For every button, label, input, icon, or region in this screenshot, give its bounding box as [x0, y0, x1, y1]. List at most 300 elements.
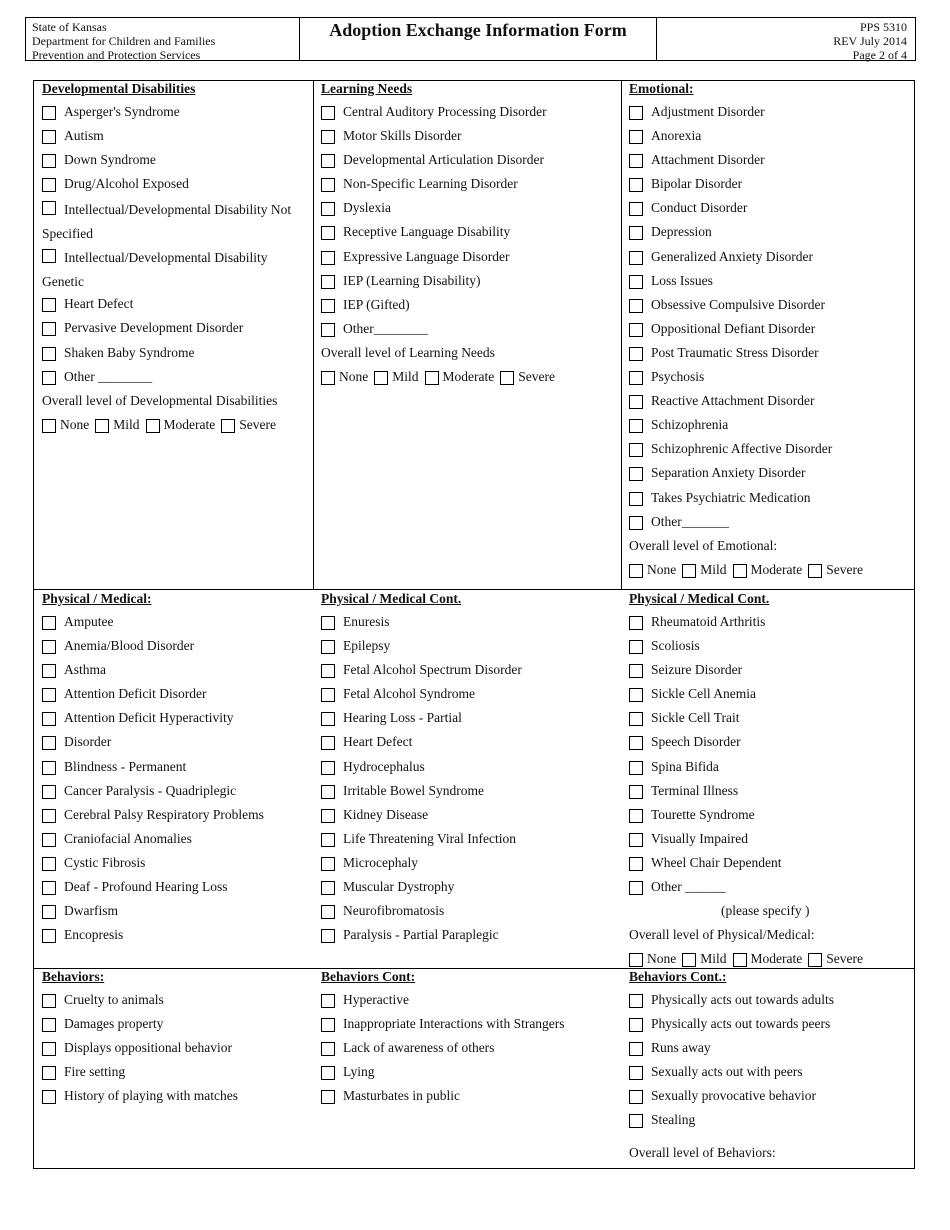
level-label: Moderate	[163, 416, 216, 432]
checkbox-item[interactable]	[629, 829, 909, 853]
checkbox-item[interactable]	[42, 925, 312, 949]
checkbox-item[interactable]	[42, 853, 312, 877]
level-checkbox-moderate[interactable]	[425, 371, 439, 385]
checkbox-item[interactable]	[321, 247, 611, 271]
checkbox-label: Irritable Bowel Syndrome	[343, 782, 484, 798]
checkbox[interactable]	[629, 395, 643, 409]
checkbox-item[interactable]	[42, 126, 307, 150]
checkbox-item[interactable]	[42, 174, 307, 198]
checkbox-item[interactable]	[321, 660, 611, 684]
checkbox[interactable]	[42, 1066, 56, 1080]
checkbox-item[interactable]	[321, 612, 611, 636]
checkbox-item[interactable]	[629, 247, 909, 271]
checkbox[interactable]	[321, 664, 335, 678]
checkbox[interactable]	[42, 905, 56, 919]
developmental-section	[42, 80, 307, 439]
checkbox[interactable]	[321, 809, 335, 823]
checkbox-label: Conduct Disorder	[651, 200, 748, 216]
checkbox-label: Attention Deficit Hyperactivity	[64, 710, 234, 726]
checkbox[interactable]	[629, 443, 643, 457]
checkbox-label: Bipolar Disorder	[651, 176, 743, 192]
checkbox[interactable]	[321, 226, 335, 240]
checkbox-label: Loss Issues	[651, 272, 713, 288]
checkbox[interactable]	[629, 130, 643, 144]
checkbox-item[interactable]	[321, 925, 611, 949]
checkbox-label: Other________	[343, 320, 428, 336]
checkbox-label: Shaken Baby Syndrome	[64, 344, 195, 360]
checkbox-label: Takes Psychiatric Medication	[651, 489, 811, 505]
checkbox[interactable]	[321, 275, 335, 289]
checkbox-item[interactable]	[42, 636, 312, 660]
checkbox[interactable]	[629, 275, 643, 289]
checkbox[interactable]	[321, 154, 335, 168]
checkbox-item[interactable]	[629, 757, 909, 781]
checkbox-item[interactable]	[42, 684, 312, 708]
checkbox-item[interactable]	[629, 439, 909, 463]
checkbox-item[interactable]	[321, 805, 611, 829]
checkbox[interactable]	[629, 640, 643, 654]
checkbox[interactable]	[629, 467, 643, 481]
overall-level-label: Overall level of Behaviors:	[629, 1144, 776, 1160]
checkbox-item[interactable]	[629, 222, 909, 246]
checkbox-item[interactable]	[629, 1062, 909, 1086]
checkbox-item[interactable]	[629, 612, 909, 636]
checkbox-label: Tourette Syndrome	[651, 806, 755, 822]
level-label: None	[647, 951, 677, 967]
checkbox-item[interactable]	[42, 781, 312, 805]
checkbox[interactable]	[629, 106, 643, 120]
level-checkbox-severe[interactable]	[221, 419, 235, 433]
checkbox-item[interactable]	[42, 732, 312, 756]
checkbox-item[interactable]	[321, 174, 611, 198]
checkbox-item[interactable]	[629, 990, 909, 1014]
checkbox-item[interactable]	[42, 102, 307, 126]
checkbox-item[interactable]	[629, 271, 909, 295]
checkbox-item[interactable]	[629, 1086, 909, 1110]
checkbox-item[interactable]	[321, 150, 611, 174]
checkbox-label: Receptive Language Disability	[343, 224, 511, 240]
checkbox-item[interactable]	[629, 708, 909, 732]
checkbox-label: Dyslexia	[343, 200, 391, 216]
level-label: Moderate	[442, 368, 495, 384]
checkbox-item[interactable]	[629, 150, 909, 174]
checkbox-item[interactable]	[321, 757, 611, 781]
checkbox-item[interactable]	[42, 1038, 312, 1062]
checkbox-item[interactable]	[42, 901, 312, 925]
checkbox-item[interactable]	[629, 684, 909, 708]
checkbox[interactable]	[629, 1042, 643, 1056]
checkbox[interactable]	[321, 1090, 335, 1104]
overall-level-label: Overall level of Physical/Medical:	[629, 927, 815, 943]
section-title: Developmental Disabilities	[42, 81, 196, 96]
checkbox[interactable]	[629, 881, 643, 895]
checkbox[interactable]	[42, 201, 56, 215]
checkbox-item[interactable]	[42, 198, 307, 246]
level-checkbox-none[interactable]	[321, 371, 335, 385]
level-label: Moderate	[750, 951, 803, 967]
checkbox-item[interactable]	[629, 367, 909, 391]
physical-cont-section	[321, 590, 611, 949]
checkbox[interactable]	[629, 857, 643, 871]
checkbox-label: IEP (Gifted)	[343, 296, 410, 312]
checkbox-label: Scoliosis	[651, 638, 700, 654]
checkbox-item[interactable]	[629, 805, 909, 829]
checkbox[interactable]	[321, 202, 335, 216]
checkbox[interactable]	[42, 857, 56, 871]
checkbox[interactable]	[42, 249, 56, 263]
checkbox-label: Heart Defect	[64, 296, 134, 312]
level-label: Severe	[239, 416, 276, 432]
checkbox[interactable]	[42, 664, 56, 678]
checkbox-item[interactable]	[321, 708, 611, 732]
checkbox-item[interactable]	[629, 174, 909, 198]
level-label: Mild	[700, 561, 727, 577]
checkbox[interactable]	[629, 154, 643, 168]
checkbox[interactable]	[629, 516, 643, 530]
checkbox-label: Attention Deficit Disorder	[64, 686, 207, 702]
divider	[313, 81, 314, 589]
checkbox[interactable]	[321, 712, 335, 726]
checkbox-label: Microcephaly	[343, 854, 418, 870]
checkbox[interactable]	[629, 736, 643, 750]
level-label: None	[339, 368, 369, 384]
checkbox-label: Sexually provocative behavior	[651, 1088, 816, 1104]
checkbox-label: Cystic Fibrosis	[64, 854, 146, 870]
level-checkbox-severe[interactable]	[808, 564, 822, 578]
checkbox[interactable]	[42, 322, 56, 336]
agency-line: Department for Children and Families	[32, 34, 216, 48]
checkbox-item[interactable]	[629, 415, 909, 439]
level-checkbox-none[interactable]	[629, 564, 643, 578]
checkbox-item[interactable]	[629, 295, 909, 319]
checkbox[interactable]	[321, 323, 335, 337]
checkbox-label: Attachment Disorder	[651, 152, 765, 168]
checkbox-item[interactable]	[321, 636, 611, 660]
checkbox-item[interactable]	[321, 102, 611, 126]
checkbox[interactable]	[42, 712, 56, 726]
checkbox[interactable]	[42, 994, 56, 1008]
checkbox[interactable]	[42, 736, 56, 750]
checkbox[interactable]	[321, 251, 335, 265]
checkbox-item[interactable]	[321, 198, 611, 222]
checkbox-label: Other ______	[651, 879, 726, 895]
checkbox-item[interactable]	[629, 343, 909, 367]
section-title: Emotional:	[629, 81, 694, 96]
checkbox[interactable]	[42, 640, 56, 654]
level-options	[629, 560, 909, 584]
checkbox-label: Wheel Chair Dependent	[651, 854, 782, 870]
checkbox[interactable]	[321, 299, 335, 313]
checkbox-label: Deaf - Profound Hearing Loss	[64, 879, 228, 895]
checkbox-label: Obsessive Compulsive Disorder	[651, 296, 825, 312]
level-checkbox-mild[interactable]	[95, 419, 109, 433]
checkbox[interactable]	[321, 736, 335, 750]
overall-level-label: Overall level of Emotional:	[629, 537, 778, 553]
checkbox[interactable]	[42, 347, 56, 361]
checkbox[interactable]	[629, 178, 643, 192]
checkbox-item[interactable]	[629, 1110, 909, 1134]
level-checkbox-none[interactable]	[42, 419, 56, 433]
level-checkbox-moderate[interactable]	[733, 953, 747, 967]
checkbox[interactable]	[321, 881, 335, 895]
checkbox-item[interactable]	[321, 853, 611, 877]
checkbox[interactable]	[629, 1114, 643, 1128]
level-label: None	[60, 416, 90, 432]
checkbox[interactable]	[321, 1018, 335, 1032]
checkbox-item[interactable]	[629, 512, 909, 536]
checkbox[interactable]	[629, 833, 643, 847]
checkbox[interactable]	[42, 688, 56, 702]
checkbox-item[interactable]	[42, 1062, 312, 1086]
checkbox-label: Neurofibromatosis	[343, 903, 445, 919]
checkbox-item[interactable]	[629, 1014, 909, 1038]
checkbox-item[interactable]	[321, 990, 611, 1014]
checkbox-item[interactable]	[629, 853, 909, 877]
checkbox-item[interactable]	[629, 319, 909, 343]
checkbox-item[interactable]	[42, 660, 312, 684]
checkbox-label: Terminal Illness	[651, 782, 739, 798]
checkbox-label: Non-Specific Learning Disorder	[343, 176, 518, 192]
checkbox[interactable]	[42, 929, 56, 943]
checkbox-item[interactable]	[321, 222, 611, 246]
checkbox-label: Encopresis	[64, 927, 124, 943]
level-checkbox-none[interactable]	[629, 953, 643, 967]
checkbox-label: Displays oppositional behavior	[64, 1040, 232, 1056]
checkbox-item[interactable]	[42, 1014, 312, 1038]
checkbox-label: Spina Bifida	[651, 758, 719, 774]
checkbox[interactable]	[42, 785, 56, 799]
level-label: None	[647, 561, 677, 577]
checkbox[interactable]	[629, 492, 643, 506]
checkbox-label: Paralysis - Partial Paraplegic	[343, 927, 499, 943]
level-checkbox-mild[interactable]	[682, 564, 696, 578]
checkbox-item[interactable]	[42, 318, 307, 342]
form-number: PPS 5310	[859, 20, 907, 34]
checkbox-item[interactable]	[629, 1038, 909, 1062]
checkbox-item[interactable]	[321, 829, 611, 853]
revision: REV July 2014	[833, 34, 907, 48]
level-options	[42, 415, 307, 439]
checkbox[interactable]	[42, 833, 56, 847]
checkbox-item[interactable]	[321, 126, 611, 150]
checkbox[interactable]	[629, 419, 643, 433]
checkbox[interactable]	[42, 130, 56, 144]
section-title: Behaviors Cont.:	[629, 969, 727, 984]
checkbox-label: Motor Skills Disorder	[343, 128, 462, 144]
checkbox-label: Heart Defect	[343, 734, 413, 750]
checkbox-label: Epilepsy	[343, 638, 391, 654]
checkbox-label: Enuresis	[343, 614, 390, 629]
checkbox-label: Physically acts out towards peers	[651, 1016, 831, 1032]
behaviors-cont2-section	[629, 968, 909, 1167]
checkbox[interactable]	[321, 785, 335, 799]
checkbox-item[interactable]	[321, 901, 611, 925]
checkbox[interactable]	[42, 178, 56, 192]
checkbox[interactable]	[321, 857, 335, 871]
checkbox-label: Schizophrenia	[651, 417, 729, 433]
physical-section	[42, 590, 312, 949]
checkbox-item[interactable]	[42, 246, 307, 294]
checkbox[interactable]	[629, 347, 643, 361]
checkbox[interactable]	[629, 1090, 643, 1104]
checkbox-item[interactable]	[42, 829, 312, 853]
checkbox-label: Disorder	[64, 734, 112, 750]
overall-level-label: Overall level of Learning Needs	[321, 344, 495, 360]
checkbox-item[interactable]	[629, 732, 909, 756]
checkbox[interactable]	[629, 785, 643, 799]
checkbox-item[interactable]	[321, 295, 611, 319]
checkbox[interactable]	[629, 1066, 643, 1080]
checkbox[interactable]	[42, 616, 56, 630]
checkbox-item[interactable]	[42, 805, 312, 829]
checkbox-item[interactable]	[42, 612, 312, 636]
checkbox[interactable]	[321, 905, 335, 919]
checkbox-item[interactable]	[321, 319, 611, 343]
level-checkbox-moderate[interactable]	[146, 419, 160, 433]
checkbox-label: Masturbates in public	[343, 1088, 460, 1104]
checkbox-item[interactable]	[42, 367, 307, 391]
checkbox[interactable]	[629, 323, 643, 337]
checkbox[interactable]	[629, 712, 643, 726]
overall-level-label: Overall level of Developmental Disabilities	[42, 392, 278, 408]
checkbox-label: Kidney Disease	[343, 806, 429, 822]
checkbox-label: Seizure Disorder	[651, 662, 743, 678]
checkbox-label: Pervasive Development Disorder	[64, 320, 244, 336]
section-title: Behaviors Cont:	[321, 969, 416, 984]
level-checkbox-mild[interactable]	[374, 371, 388, 385]
checkbox-item[interactable]	[42, 708, 312, 732]
checkbox-label: Hyperactive	[343, 992, 409, 1007]
checkbox[interactable]	[321, 640, 335, 654]
checkbox-item[interactable]	[629, 781, 909, 805]
checkbox[interactable]	[629, 299, 643, 313]
checkbox-label: IEP (Learning Disability)	[343, 272, 481, 288]
checkbox[interactable]	[629, 616, 643, 630]
section-title: Behaviors:	[42, 969, 105, 984]
checkbox-label: Visually Impaired	[651, 830, 749, 846]
checkbox[interactable]	[42, 106, 56, 120]
checkbox-item[interactable]	[321, 877, 611, 901]
checkbox[interactable]	[42, 1042, 56, 1056]
checkbox[interactable]	[321, 106, 335, 120]
checkbox-item[interactable]	[42, 877, 312, 901]
checkbox[interactable]	[629, 251, 643, 265]
level-checkbox-mild[interactable]	[682, 953, 696, 967]
checkbox[interactable]	[629, 1018, 643, 1032]
checkbox[interactable]	[629, 664, 643, 678]
checkbox-label: Separation Anxiety Disorder	[651, 465, 806, 481]
checkbox[interactable]	[321, 616, 335, 630]
checkbox-item[interactable]	[321, 1062, 611, 1086]
level-checkbox-severe[interactable]	[500, 371, 514, 385]
section-title: Physical / Medical Cont.	[629, 591, 770, 606]
checkbox-item[interactable]	[629, 488, 909, 512]
checkbox-item[interactable]	[42, 150, 307, 174]
level-label: Moderate	[750, 561, 803, 577]
behaviors-cont-section	[321, 968, 611, 1110]
checkbox[interactable]	[42, 1090, 56, 1104]
divider	[621, 81, 622, 589]
checkbox-item[interactable]	[629, 102, 909, 126]
checkbox-label: Other_______	[651, 513, 729, 529]
level-label: Severe	[826, 951, 863, 967]
checkbox-label: Other ________	[64, 368, 153, 384]
checkbox-item[interactable]	[629, 660, 909, 684]
checkbox[interactable]	[629, 761, 643, 775]
checkbox[interactable]	[321, 994, 335, 1008]
checkbox[interactable]	[321, 178, 335, 192]
checkbox-label: Autism	[64, 128, 104, 144]
level-checkbox-severe[interactable]	[808, 953, 822, 967]
checkbox-item[interactable]	[321, 1014, 611, 1038]
checkbox[interactable]	[321, 1066, 335, 1080]
checkbox[interactable]	[42, 1018, 56, 1032]
checkbox[interactable]	[629, 809, 643, 823]
level-label: Mild	[113, 416, 140, 432]
checkbox-label: Adjustment Disorder	[651, 104, 765, 119]
checkbox-label: Fire setting	[64, 1064, 126, 1080]
checkbox-label: Sickle Cell Trait	[651, 710, 740, 726]
checkbox[interactable]	[321, 833, 335, 847]
checkbox-item[interactable]	[321, 684, 611, 708]
checkbox[interactable]	[321, 1042, 335, 1056]
checkbox[interactable]	[42, 371, 56, 385]
checkbox-item[interactable]	[629, 126, 909, 150]
checkbox-item[interactable]	[42, 294, 307, 318]
checkbox-item[interactable]	[629, 636, 909, 660]
checkbox-label: Reactive Attachment Disorder	[651, 393, 815, 409]
page-number: Page 2 of 4	[852, 48, 907, 62]
checkbox-item[interactable]	[629, 391, 909, 415]
checkbox[interactable]	[42, 761, 56, 775]
checkbox[interactable]	[42, 154, 56, 168]
checkbox-item[interactable]	[629, 877, 909, 901]
checkbox-label: Oppositional Defiant Disorder	[651, 320, 816, 336]
checkbox-label: Drug/Alcohol Exposed	[64, 176, 189, 192]
checkbox[interactable]	[42, 881, 56, 895]
checkbox[interactable]	[629, 202, 643, 216]
checkbox[interactable]	[629, 994, 643, 1008]
form-id-info	[657, 18, 915, 60]
checkbox[interactable]	[629, 371, 643, 385]
checkbox[interactable]	[629, 688, 643, 702]
checkbox-item[interactable]	[321, 781, 611, 805]
checkbox[interactable]	[321, 130, 335, 144]
checkbox[interactable]	[321, 761, 335, 775]
checkbox-label: Down Syndrome	[64, 152, 156, 168]
checkbox-item[interactable]	[629, 463, 909, 487]
checkbox[interactable]	[42, 298, 56, 312]
checkbox-label: Lack of awareness of others	[343, 1040, 495, 1056]
checkbox[interactable]	[321, 929, 335, 943]
checkbox-item[interactable]	[42, 343, 307, 367]
checkbox[interactable]	[321, 688, 335, 702]
checkbox-item[interactable]	[321, 271, 611, 295]
checkbox-item[interactable]	[42, 1086, 312, 1110]
checkbox[interactable]	[629, 226, 643, 240]
checkbox-item[interactable]	[321, 732, 611, 756]
checkbox-item[interactable]	[629, 198, 909, 222]
checkbox[interactable]	[42, 809, 56, 823]
checkbox-item[interactable]	[42, 757, 312, 781]
level-checkbox-moderate[interactable]	[733, 564, 747, 578]
checkbox-item[interactable]	[321, 1086, 611, 1110]
learning-section	[321, 80, 611, 391]
checkbox-item[interactable]	[321, 1038, 611, 1062]
checkbox-label: Inappropriate Interactions with Strangers	[343, 1016, 565, 1032]
checkbox-label: Physically acts out towards adults	[651, 992, 834, 1007]
checkbox-item[interactable]	[42, 990, 312, 1014]
